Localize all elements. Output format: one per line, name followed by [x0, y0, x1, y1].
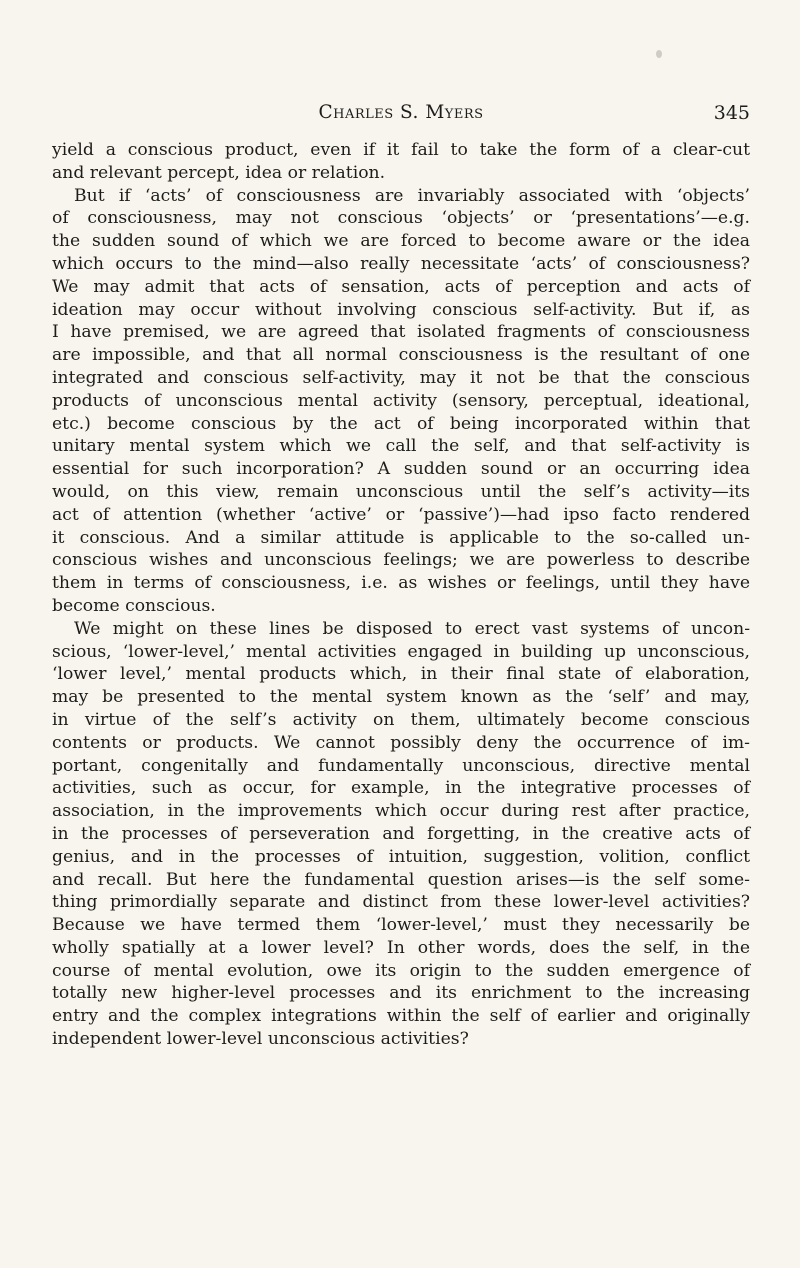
text-line: independent lower-level unconscious activities?	[52, 1029, 469, 1050]
text-line: which occurs to the mind—also really necessitate ‘acts’ of consciousness?	[52, 253, 750, 274]
text-line: and relevant percept, idea or relation.	[52, 162, 386, 183]
text-line: integrated and conscious self-activity, may it not be that the conscious	[52, 367, 750, 388]
text-line: association, in the improvements which occur during rest after practice,	[52, 801, 750, 822]
text-line: portant, congenitally and fundamentally unconscious, directive mental	[52, 755, 750, 776]
text-line: it conscious. And a similar attitude is applicable to the so-called un-	[52, 527, 750, 548]
body-text	[52, 139, 750, 1051]
running-title: Charles S. Myers	[318, 102, 484, 123]
text-line: totally new higher-level processes and its enrichment to the increasing	[52, 983, 750, 1004]
text-line: We might on these lines be disposed to erect vast systems of uncon-	[74, 618, 750, 639]
text-line: may be presented to the mental system known as the ‘self’ and may,	[52, 687, 750, 708]
text-line: yield a conscious product, even if it fail to take the form of a clear-cut	[52, 140, 750, 160]
text-line: We may admit that acts of sensation, acts of perception and acts of	[52, 276, 750, 297]
page-number: 345	[713, 102, 750, 124]
text-line: ‘lower level,’ mental products which, in their final state of elaboration,	[52, 664, 750, 685]
text-line: products of unconscious mental activity (sensory, perceptual, ideational,	[52, 390, 750, 411]
text-line: and recall. But here the fundamental question arises—is the self some-	[52, 869, 750, 890]
text-line: But if ‘acts’ of consciousness are invariably associated with ‘objects’	[74, 185, 750, 206]
running-head	[52, 102, 750, 132]
text-line: act of attention (whether ‘active’ or ‘passive’)—had ipso facto rendered	[52, 504, 750, 525]
text-line: activities, such as occur, for example, in the integrative processes of	[52, 778, 750, 799]
text-line: unitary mental system which we call the self, and that self-activity is	[52, 436, 750, 457]
text-line: would, on this view, remain unconscious until the self’s activity—its	[52, 481, 750, 502]
text-line: entry and the complex integrations within the self of earlier and originally	[52, 1006, 750, 1027]
text-line: the sudden sound of which we are forced to become aware or the idea	[52, 231, 750, 252]
text-line: etc.) become conscious by the act of being incorporated within that	[52, 413, 750, 434]
text-line: in the processes of perseveration and forgetting, in the creative acts of	[52, 823, 750, 844]
text-line: ideation may occur without involving conscious self-activity. But if, as	[52, 299, 750, 320]
text-line: become conscious.	[52, 595, 216, 616]
paper-speck	[656, 50, 662, 58]
text-line: Because we have termed them ‘lower-level,’ must they necessarily be	[52, 915, 750, 936]
text-line: wholly spatially at a lower level? In other words, does the self, in the	[52, 937, 750, 958]
text-line: of consciousness, may not conscious ‘objects’ or ‘presentations’—e.g.	[52, 208, 750, 229]
text-line: course of mental evolution, owe its origin to the sudden emergence of	[52, 960, 750, 981]
text-line: conscious wishes and unconscious feelings; we are powerless to describe	[52, 550, 750, 571]
text-line: contents or products. We cannot possibly deny the occurrence of im-	[52, 732, 750, 753]
text-line: genius, and in the processes of intuition, suggestion, volition, conflict	[52, 846, 750, 867]
text-line: I have premised, we are agreed that isolated fragments of consciousness	[52, 322, 750, 343]
text-line: essential for such incorporation? A sudden sound or an occurring idea	[52, 459, 750, 480]
text-line: in virtue of the self’s activity on them, ultimately become conscious	[52, 709, 750, 730]
text-line: scious, ‘lower-level,’ mental activities engaged in building up unconscious,	[52, 641, 750, 662]
text-line: thing primordially separate and distinct from these lower-level activities?	[52, 892, 750, 913]
text-line: them in terms of consciousness, i.e. as wishes or feelings, until they have	[52, 573, 750, 594]
text-line: are impossible, and that all normal consciousness is the resultant of one	[52, 345, 750, 366]
